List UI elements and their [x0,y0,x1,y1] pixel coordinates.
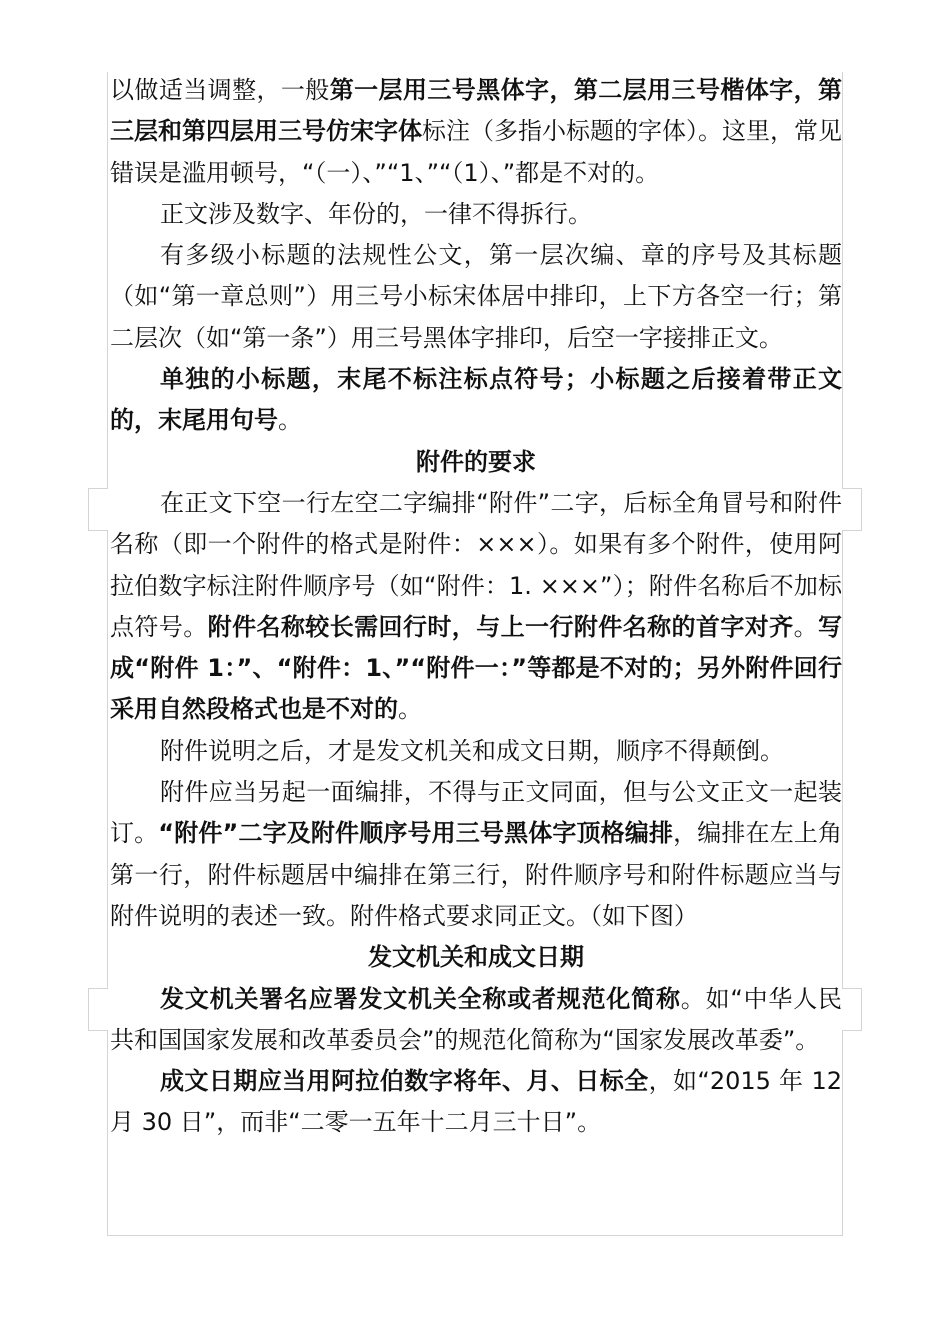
paragraph-attachment-format: 在正文下空一行左空二字编排“附件”二字，后标全角冒号和附件名称（即一个附件的格式是附件：×××）。如果有多个附件，使用阿拉伯数字标注附件顺序号（如“附件：1. ×××”）；附件名称后不加标点符号。附件名称较长需回行时，与上一行附件名称的首字对齐。写成“附件 1：”、“附件：1、”“附件一：”等都是不对的；另外附件回行采用自然段格式也是不对的。 [110,488,843,724]
document-body [110,70,842,1144]
frame-right-line [842,1030,843,1235]
paragraph-standalone-heading: 单独的小标题，末尾不标注标点符号；小标题之后接着带正文的，末尾用句号。 [110,365,842,435]
bold-text: 单独的小标题，末尾不标注标点符号；小标题之后接着带正文的，末尾用句号 [110,365,842,435]
bold-text: 发文机关署名应署发文机关全称或者规范化简称 [160,984,681,1013]
bold-text: 写成“附件 1：”、“附件：1、”“附件一：”等都是不对的；另外附件回行采用自然段格式也是不对的 [110,612,843,724]
bold-text: 第一层用三号黑体字，第二层用三号楷体字，第三层和第四层用三号仿宋字体 [110,76,843,146]
frame-line [861,988,862,1030]
frame-line [861,488,862,530]
paragraph-numbers: 正文涉及数字、年份的，一律不得拆行。 [160,199,592,228]
frame-line [88,988,89,1030]
frame-right-line [842,72,843,488]
frame-left-line [107,1030,108,1235]
bold-text: “附件”二字及附件顺序号用三号黑体字顶格编排 [158,819,674,848]
frame-line [842,488,862,489]
frame-line [88,530,108,531]
frame-left-line [107,530,108,988]
frame-right-line [842,530,843,988]
paragraph-attachment-layout: 附件应当另起一面编排，不得与正文同面，但与公文正文一起装订。“附件”二字及附件顺序号用三号黑体字顶格编排，编排在左上角第一行，附件标题居中编排在第三行，附件顺序号和附件标题应当与附件说明的表述一致。附件格式要求同正文。（如下图） [110,778,842,930]
section-heading-attachments: 附件的要求 [416,447,536,476]
frame-left-line [107,72,108,488]
paragraph-attachment-order: 附件说明之后，才是发文机关和成文日期，顺序不得颠倒。 [160,736,784,765]
frame-line [88,988,108,989]
frame-line [88,488,108,489]
frame-bottom-line [107,1235,843,1236]
frame-line [842,530,862,531]
paragraph-multilevel-headings: 有多级小标题的法规性公文，第一层次编、章的序号及其标题（如“第一章总则”）用三号小标宋体居中排印，上下方各空一行；第二层次（如“第一条”）用三号黑体字排印，后空一字接排正文。 [110,241,842,352]
paragraph-issuer: 发文机关署名应署发文机关全称或者规范化简称。如“中华人民共和国国家发展和改革委员会”的规范化简称为“国家发展改革委”。 [110,984,843,1054]
section-heading-issuer-date: 发文机关和成文日期 [368,943,584,972]
frame-line [842,988,862,989]
frame-line [842,1030,862,1031]
frame-line [88,1030,108,1031]
bold-text: 附件名称较长需回行时，与上一行附件名称的首字对齐 [207,612,794,641]
paragraph-heading-levels: 以做适当调整，一般第一层用三号黑体字，第二层用三号楷体字，第三层和第四层用三号仿宋字体标注（多指小标题的字体）。这里，常见错误是滥用顿号，“（一）、”“1、”“（1）、”都是不对的。 [110,76,843,187]
frame-line [88,488,89,530]
paragraph-date: 成文日期应当用阿拉伯数字将年、月、日标全，如“2015 年 12 月 30 日”，而非“二零一五年十二月三十日”。 [110,1067,843,1137]
bold-text: 成文日期应当用阿拉伯数字将年、月、日标全 [160,1067,649,1096]
